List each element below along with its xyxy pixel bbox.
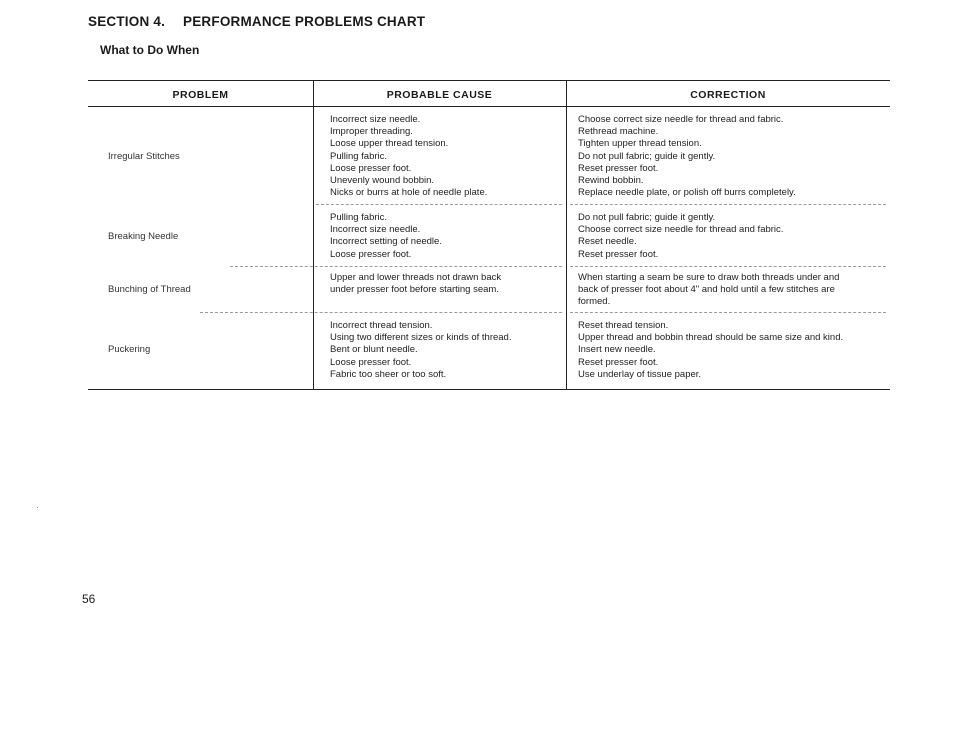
cause-item: Upper and lower threads not drawn back: [330, 272, 502, 283]
column-divider: [566, 80, 567, 389]
cause-item: Bent or blunt needle.: [330, 344, 418, 356]
cause-item: Loose presser foot.: [330, 162, 412, 174]
column-header-cause: PROBABLE CAUSE: [386, 89, 493, 101]
correction-item: Rewind bobbin.: [578, 175, 644, 187]
cause-item: Loose presser foot.: [330, 356, 412, 368]
correction-item: Replace needle plate, or polish off burrs completely.: [578, 187, 796, 199]
row-separator: [570, 204, 886, 205]
row-separator: [570, 312, 886, 313]
scan-speck: [37, 507, 38, 508]
cause-item: Incorrect size needle.: [330, 114, 421, 125]
cause-list: [330, 114, 487, 199]
correction-item: Choose correct size needle for thread and fabric.: [578, 224, 784, 236]
column-divider: [313, 80, 314, 389]
correction-item: Rethread machine.: [578, 126, 659, 138]
table-header-rule: [88, 106, 890, 107]
correction-item: Reset thread tension.: [578, 320, 669, 331]
correction-item: Do not pull fabric; guide it gently.: [578, 212, 716, 223]
correction-item: formed.: [578, 296, 611, 308]
row-separator: [230, 266, 562, 267]
cause-list: [330, 320, 511, 381]
cause-item: Loose presser foot.: [330, 248, 412, 260]
page-number: 56: [82, 592, 96, 606]
cause-item: Incorrect size needle.: [330, 224, 421, 236]
correction-item: back of presser foot about 4" and hold until a few stitches are: [578, 284, 835, 296]
table-top-rule: [88, 80, 890, 81]
correction-item: Do not pull fabric; guide it gently.: [578, 150, 716, 162]
cause-list: [330, 212, 442, 261]
correction-item: Tighten upper thread tension.: [578, 138, 702, 150]
problem-label: Puckering: [108, 344, 151, 355]
cause-item: Pulling fabric.: [330, 212, 388, 223]
problem-label: Irregular Stitches: [108, 151, 180, 162]
problem-label: Breaking Needle: [108, 231, 179, 242]
correction-item: Reset needle.: [578, 236, 637, 248]
row-separator: [570, 266, 886, 267]
cause-item: Fabric too sheer or too soft.: [330, 368, 447, 380]
correction-list: [578, 114, 796, 199]
correction-list: [578, 212, 783, 261]
correction-item: When starting a seam be sure to draw both threads under and: [578, 272, 840, 283]
correction-list: [578, 272, 839, 309]
cause-list: [330, 272, 501, 296]
cause-item: Using two different sizes or kinds of thread.: [330, 332, 512, 344]
cause-item: Loose upper thread tension.: [330, 138, 449, 150]
row-separator: [200, 312, 562, 313]
chart-title: PERFORMANCE PROBLEMS CHART: [183, 14, 426, 29]
correction-list: [578, 320, 843, 381]
correction-item: Use underlay of tissue paper.: [578, 368, 702, 380]
correction-item: Reset presser foot.: [578, 162, 659, 174]
correction-item: Reset presser foot.: [578, 356, 659, 368]
column-header-problem: PROBLEM: [172, 89, 229, 101]
correction-item: Upper thread and bobbin thread should be same size and kind.: [578, 332, 844, 344]
cause-item: Nicks or burrs at hole of needle plate.: [330, 187, 488, 199]
cause-item: Incorrect thread tension.: [330, 320, 433, 331]
cause-item: Pulling fabric.: [330, 150, 388, 162]
cause-item: Incorrect setting of needle.: [330, 236, 442, 248]
cause-item: Improper threading.: [330, 126, 413, 138]
section-title: [88, 14, 425, 29]
row-separator: [316, 204, 562, 205]
correction-item: Choose correct size needle for thread and fabric.: [578, 114, 784, 125]
problem-label: Bunching of Thread: [108, 284, 191, 295]
cause-item: Unevenly wound bobbin.: [330, 175, 435, 187]
column-header-correction: CORRECTION: [690, 89, 766, 101]
subtitle: What to Do When: [100, 43, 200, 57]
correction-item: Insert new needle.: [578, 344, 656, 356]
section-number: SECTION 4.: [88, 14, 166, 29]
correction-item: Reset presser foot.: [578, 248, 659, 260]
cause-item: under presser foot before starting seam.: [330, 284, 499, 296]
table-bottom-rule: [88, 389, 890, 390]
